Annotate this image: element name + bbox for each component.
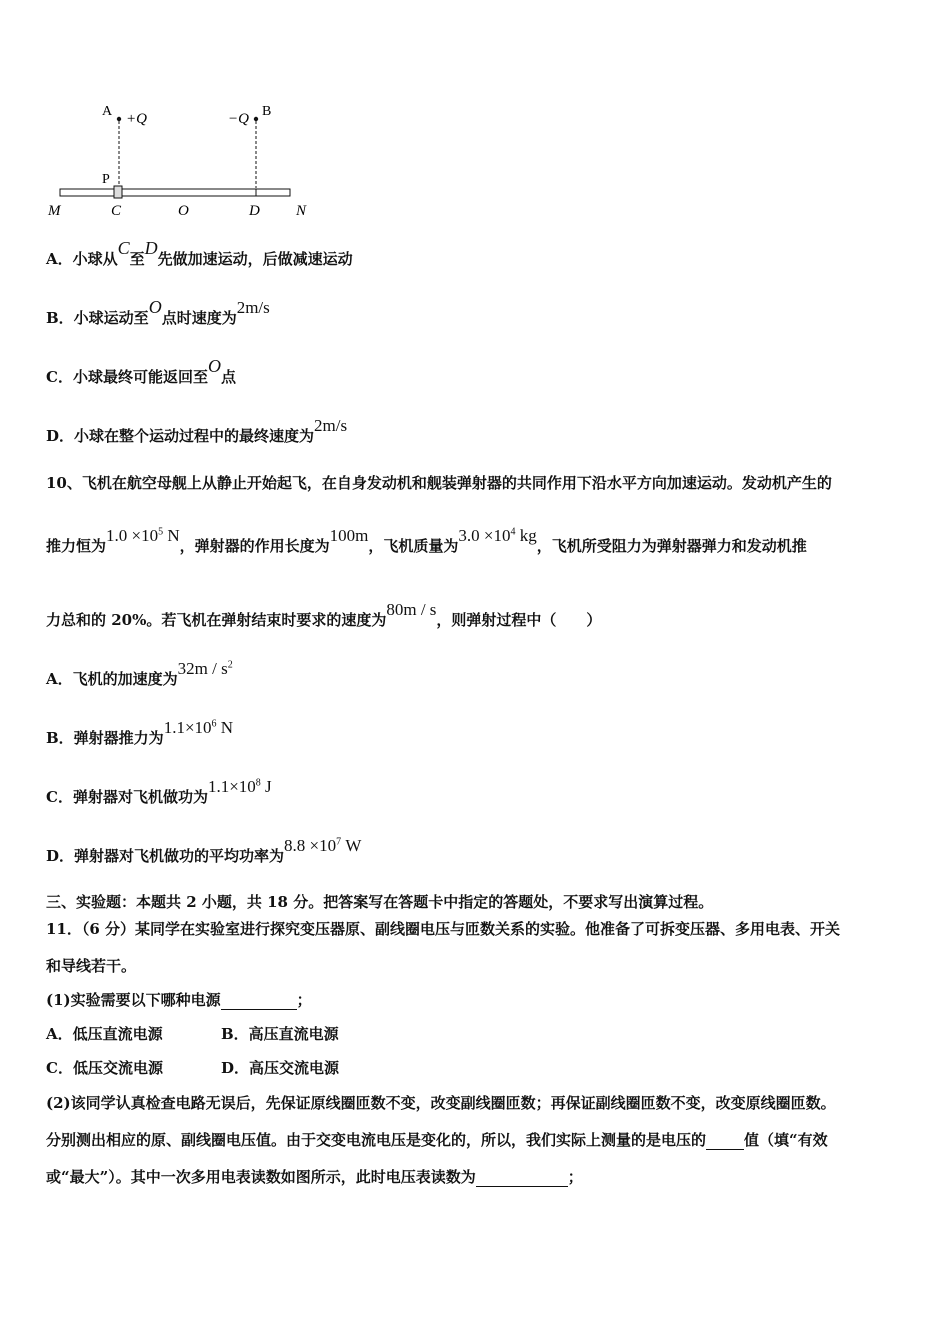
label-a: A bbox=[102, 104, 113, 119]
answer-blank-2[interactable] bbox=[706, 1131, 744, 1150]
q11-option-c: C．低压交流电源 bbox=[46, 1059, 163, 1077]
ball-p bbox=[114, 186, 122, 198]
q11-line-1: 11．（6 分）某同学在实验室进行探究变压器原、副线圈电压与匝数关系的实验。他准备了可拆变压器、多用电表、开关 bbox=[46, 920, 841, 938]
charge-diagram bbox=[40, 95, 330, 225]
q11-part-2-line-1: (2)该同学认真检查电路无误后，先保证原线圈匝数不变，改变副线圈匝数；再保证副线圈匝数不变，改变原线圈匝数。 bbox=[46, 1094, 836, 1112]
label-m: M bbox=[48, 203, 61, 219]
section-3-heading: 三、实验题：本题共 2 小题，共 18 分。把答案写在答题卡中指定的答题处，不要求写出演算过程。 bbox=[46, 893, 714, 911]
q11-part-1: (1)实验需要以下哪种电源 ； bbox=[46, 991, 312, 1009]
label-b: B bbox=[262, 104, 272, 119]
q11-option-a: A．低压直流电源 bbox=[46, 1025, 163, 1043]
q9-option-c: C．小球最终可能返回至O点 bbox=[46, 356, 236, 386]
q9-option-b: B．小球运动至O点时速度为2m/s bbox=[46, 297, 270, 327]
charge-a-dot bbox=[117, 117, 121, 121]
q11-part-2-line-2: 分别测出相应的原、副线圈电压值。由于交变电流电压是变化的，所以，我们实际上测量的是电压的 值（填“有效 bbox=[46, 1131, 828, 1149]
q10-option-b: B．弹射器推力为$1.1\times 10^6$ N bbox=[46, 718, 234, 747]
q10-line-3: 力总和的 20%。若飞机在弹射结束时要求的速度为80m / s，则弹射过程中（ ） bbox=[46, 600, 602, 629]
label-minus-q: −Q bbox=[228, 111, 249, 127]
label-plus-q: +Q bbox=[126, 111, 147, 127]
q11-option-b: B．高压直流电源 bbox=[221, 1025, 339, 1043]
q10-option-d: D．弹射器对飞机做功的平均功率为$8.8 \times 10^7$ W bbox=[46, 836, 362, 865]
label-n: N bbox=[296, 203, 307, 219]
label-o: O bbox=[178, 203, 189, 219]
q10-option-c: C．弹射器对飞机做功为$1.1\times 10^8$ J bbox=[46, 777, 272, 806]
q9-option-a: A．小球从C至D先做加速运动，后做减速运动 bbox=[46, 238, 353, 268]
charge-b-dot bbox=[254, 117, 258, 121]
q11-line-2: 和导线若干。 bbox=[46, 957, 137, 975]
label-p: P bbox=[102, 172, 110, 187]
answer-blank-1[interactable] bbox=[221, 991, 297, 1010]
q10-option-a: A．飞机的加速度为$32m / s^2$ bbox=[46, 659, 233, 688]
q10-line-1: 10、飞机在航空母舰上从静止开始起飞，在自身发动机和舰装弹射器的共同作用下沿水平方向加速运动。发动机产生的 bbox=[46, 474, 832, 492]
q9-option-d: D．小球在整个运动过程中的最终速度为2m/s bbox=[46, 416, 348, 445]
q10-line-2: 推力恒为$1.0 \times 10^5$ N，弹射器的作用长度为100m，飞机质量为$3.0 \times 10^4$ kg，飞机所受阻力为弹射器弹力和发动机推 bbox=[46, 526, 807, 555]
q11-option-d: D．高压交流电源 bbox=[221, 1059, 340, 1077]
label-d: D bbox=[249, 203, 260, 219]
answer-blank-3[interactable] bbox=[476, 1168, 568, 1187]
q11-part-2-line-3: 或“最大”）。其中一次多用电表读数如图所示，此时电压表读数为 ； bbox=[46, 1168, 583, 1186]
label-c: C bbox=[111, 203, 122, 219]
